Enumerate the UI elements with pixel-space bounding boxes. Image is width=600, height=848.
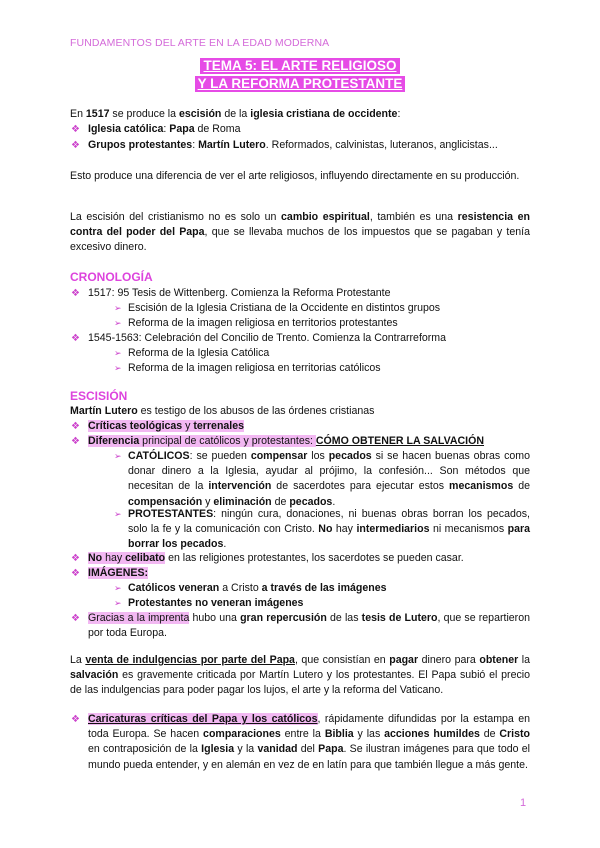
page-number: 1 <box>520 797 527 809</box>
arrow-bullet-icon: ➢ <box>114 318 122 328</box>
title-line-2: Y LA REFORMA PROTESTANTE <box>195 76 406 92</box>
arrow-bullet-icon: ➢ <box>114 509 122 519</box>
imagenes-subitem: ➢ Católicos veneran a Cristo a través de las imágenes <box>128 581 530 596</box>
list-item: ❖ Iglesia católica: Papa de Roma <box>88 122 530 137</box>
diamond-bullet-icon: ❖ <box>71 140 80 151</box>
section-heading-cronologia: CRONOLOGÍA <box>70 270 153 284</box>
title-line-2-wrap <box>0 75 600 93</box>
title-line-1: TEMA 5: EL ARTE RELIGIOSO <box>200 58 399 74</box>
diamond-bullet-icon: ❖ <box>71 421 80 432</box>
indulgencias-paragraph: La venta de indulgencias por parte del Papa, que consistían en pagar dinero para obtener la salvación es gravemente criticada por Martín Lutero y los protestantes. El Papa subió el precio de las indulgencias para poder pagar los lujos, el arte y la reforma del Vaticano. <box>70 654 531 697</box>
arrow-bullet-icon: ➢ <box>114 363 122 373</box>
protestantes-item: ➢ PROTESTANTES: ningún cura, donaciones, ni buenas obras borran los pecados, solo la fe y la comunicación con Cristo. No hay intermediarios ni mecanismos para borrar los pecados. <box>114 508 530 551</box>
diamond-bullet-icon: ❖ <box>71 568 80 579</box>
intro-paragraph: En 1517 se produce la escisión de la iglesia cristiana de occidente: <box>70 108 401 120</box>
timeline-item: ❖ 1517: 95 Tesis de Wittenberg. Comienza la Reforma Protestante <box>88 286 530 301</box>
catolicos-item: ➢ CATÓLICOS: se pueden compensar los pecados si se hacen buenas obras como donar dinero a la Iglesia, ayudar al prójimo, la confesión... Son métodos que necesitan de la intervención de sacerdotes para ejecutar estos mecanismos de compensación y eliminación de pecados. <box>114 450 530 508</box>
diamond-bullet-icon: ❖ <box>71 333 80 344</box>
timeline-subitem: ➢ Escisión de la Iglesia Cristiana de la Occidente en distintos grupos <box>128 301 530 316</box>
diamond-bullet-icon: ❖ <box>71 288 80 299</box>
list-item: ❖ No hay celibato en las religiones protestantes, los sacerdotes se pueden casar. <box>88 551 530 566</box>
timeline-subitem: ➢ Reforma de la Iglesia Católica <box>128 346 530 361</box>
arrow-bullet-icon: ➢ <box>114 348 122 358</box>
arrow-bullet-icon: ➢ <box>114 583 122 593</box>
escision-intro-paragraph: La escisión del cristianismo no es solo un cambio espiritual, también es una resistencia en contra del poder del Papa, que se llevaba muchos de los impuestos que se pagaban y tenía excesivo dinero. <box>70 211 530 254</box>
list-item: ❖ Grupos protestantes: Martín Lutero. Reformados, calvinistas, luteranos, anglicistas... <box>88 138 530 153</box>
diamond-bullet-icon: ❖ <box>71 553 80 564</box>
list-item: ❖ Críticas teológicas y terrenales <box>88 419 530 434</box>
arrow-bullet-icon: ➢ <box>114 303 122 313</box>
diamond-bullet-icon: ❖ <box>71 613 80 624</box>
list-item: ❖ Gracias a la imprenta hubo una gran repercusión de las tesis de Lutero, que se repartieron por toda Europa. <box>71 612 530 640</box>
arrow-bullet-icon: ➢ <box>114 598 122 608</box>
page-header: FUNDAMENTOS DEL ARTE EN LA EDAD MODERNA <box>70 37 330 49</box>
list-item: ❖ Caricaturas críticas del Papa y los católicos, rápidamente difundidas por la estampa en toda Europa. Se hacen comparaciones entre la Biblia y las acciones humildes de Cristo en contraposición de la Iglesia y la vanidad del Papa. Se ilustran imágenes para que todo el mundo pueda entender, y en alemán en vez de en latín para que también llegue a más gente. <box>71 713 531 771</box>
diamond-bullet-icon: ❖ <box>71 436 80 447</box>
timeline-item: ❖ 1545-1563: Celebración del Concilio de Trento. Comienza la Contrarreforma <box>88 331 530 346</box>
escision-lead: Martín Lutero es testigo de los abusos de las órdenes cristianas <box>70 405 375 417</box>
diamond-bullet-icon: ❖ <box>71 714 80 725</box>
arrow-bullet-icon: ➢ <box>114 451 122 461</box>
imagenes-subitem: ➢ Protestantes no veneran imágenes <box>128 596 530 611</box>
title-line-1-wrap <box>0 57 600 75</box>
timeline-subitem: ➢ Reforma de la imagen religiosa en territorios protestantes <box>128 316 530 331</box>
diamond-bullet-icon: ❖ <box>71 124 80 135</box>
section-heading-escision: ESCISIÓN <box>70 389 128 403</box>
intro-paragraph-2: Esto produce una diferencia de ver el arte religiosos, influyendo directamente en su producción. <box>70 170 520 182</box>
list-item: ❖ IMÁGENES: <box>88 566 530 581</box>
timeline-subitem: ➢ Reforma de la imagen religiosa en territorias católicos <box>128 361 530 376</box>
list-item: ❖ Diferencia principal de católicos y protestantes: CÓMO OBTENER LA SALVACIÓN <box>88 434 530 449</box>
